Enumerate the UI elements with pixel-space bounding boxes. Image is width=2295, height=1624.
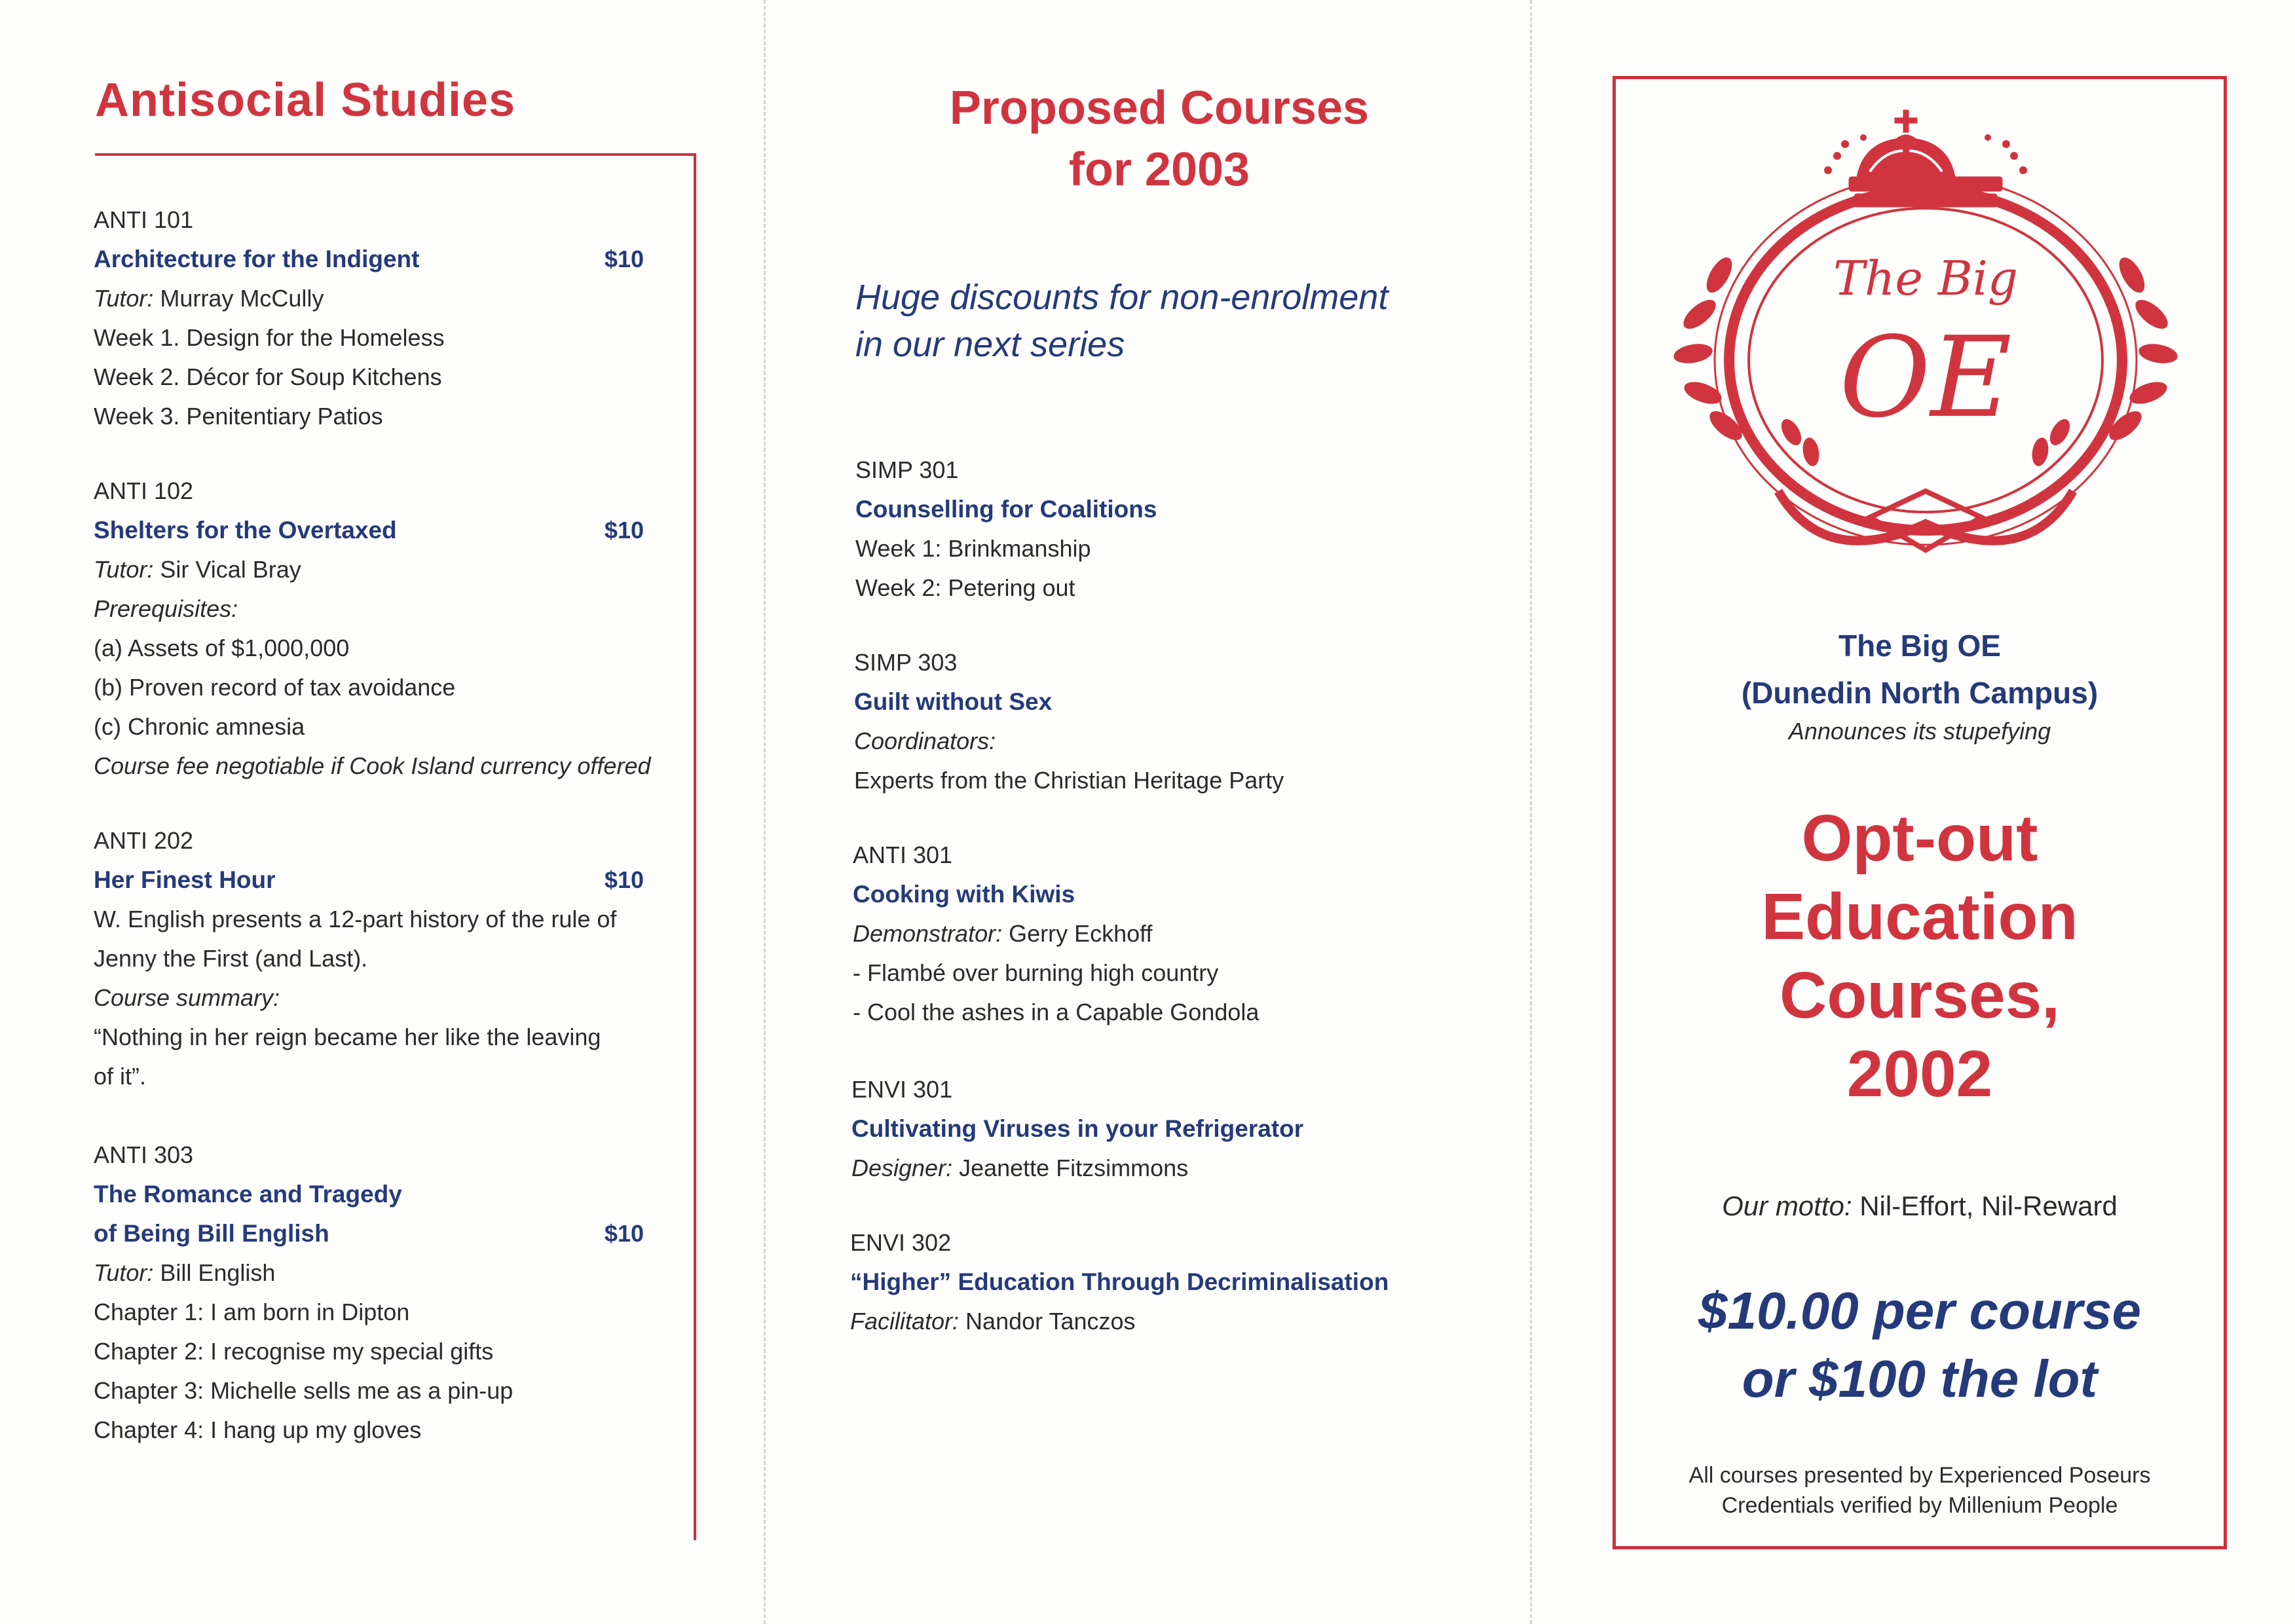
- crest-text-the-big: The Big: [1833, 251, 2018, 306]
- tutor-label: Tutor:: [94, 1259, 154, 1286]
- course-anti-303: [94, 1135, 644, 1450]
- prereq-label: Prerequisites:: [94, 595, 238, 622]
- person-name: Gerry Eckhoff: [1002, 920, 1153, 947]
- course-line: (b) Proven record of tax avoidance: [94, 674, 456, 701]
- course-price: $10: [604, 1220, 644, 1247]
- heading-line: 2002: [1846, 1037, 1993, 1111]
- course-line: Week 2: Petering out: [855, 574, 1075, 601]
- price-line: or $100 the lot: [1742, 1350, 2098, 1408]
- course-title: The Romance and Tragedy: [94, 1181, 402, 1208]
- heading-line: Education: [1761, 880, 2078, 953]
- cover-heading: [1613, 799, 2227, 1113]
- course-line: Experts from the Christian Heritage Party: [854, 767, 1284, 794]
- course-line: - Cool the ashes in a Capable Gondola: [853, 999, 1259, 1025]
- course-title: of Being Bill English: [94, 1220, 329, 1247]
- motto-label: Our motto:: [1722, 1190, 1852, 1221]
- campus-name: [1613, 622, 2227, 716]
- motto: [1613, 1190, 2227, 1222]
- price-line: $10.00 per course: [1698, 1282, 2141, 1340]
- left-panel-title: Antisocial Studies: [95, 74, 516, 126]
- course-price: $10: [604, 866, 644, 893]
- heading-line: Courses,: [1780, 959, 2060, 1032]
- course-simp-301: [855, 451, 1510, 608]
- course-anti-202: [94, 821, 644, 1096]
- course-line: Chapter 1: I am born in Dipton: [94, 1299, 410, 1325]
- person-name: Jeanette Fitzsimmons: [952, 1154, 1189, 1181]
- role-label: Demonstrator:: [853, 920, 1003, 947]
- motto-text: Nil-Effort, Nil-Reward: [1852, 1190, 2118, 1221]
- course-line: Week 1. Design for the Homeless: [94, 324, 445, 351]
- course-line: - Flambé over burning high country: [853, 959, 1219, 986]
- cover-footer: [1613, 1460, 2227, 1521]
- course-line: Jenny the First (and Last).: [94, 945, 368, 972]
- course-code: ENVI 301: [851, 1076, 953, 1103]
- course-line: Chapter 3: Michelle sells me as a pin-up: [94, 1377, 513, 1404]
- announce-text: Announces its stupefying: [1788, 718, 2051, 745]
- footer-line: All courses presented by Experienced Poseurs: [1689, 1463, 2151, 1488]
- course-title: Guilt without Sex: [854, 688, 1053, 715]
- middle-panel-title: [812, 77, 1506, 200]
- course-line: “Nothing in her reign became her like the leaving: [94, 1024, 601, 1050]
- course-envi-302: [850, 1223, 1531, 1341]
- summary-label: Course summary:: [94, 984, 280, 1011]
- tagline-line: in our next series: [855, 325, 1125, 364]
- course-envi-301: [851, 1070, 1506, 1188]
- course-title: Cooking with Kiwis: [853, 881, 1075, 908]
- course-line: W. English presents a 12-part history of the rule of: [94, 906, 617, 932]
- course-note: Course fee negotiable if Cook Island currency offered: [94, 752, 651, 779]
- course-anti-102: [94, 471, 651, 786]
- course-code: ANTI 102: [94, 477, 194, 504]
- course-title: Counselling for Coalitions: [855, 496, 1157, 523]
- course-code: SIMP 301: [855, 456, 959, 483]
- crest-logo: [1673, 98, 2178, 570]
- course-simp-303: [854, 643, 1509, 800]
- tutor-name: Sir Vical Bray: [153, 556, 301, 583]
- tutor-name: Bill English: [153, 1259, 276, 1286]
- title-line: Proposed Courses: [949, 82, 1370, 134]
- course-title: Cultivating Viruses in your Refrigerator: [851, 1115, 1304, 1142]
- course-price: $10: [604, 246, 644, 272]
- course-price: $10: [604, 517, 644, 544]
- course-code: ANTI 301: [853, 841, 953, 868]
- role-label: Facilitator:: [850, 1308, 960, 1335]
- tutor-label: Tutor:: [94, 285, 154, 312]
- fold-line-right: [1530, 0, 1532, 1624]
- crest-text-oe: OE: [1839, 313, 2012, 443]
- campus-name-line: (Dunedin North Campus): [1741, 676, 2099, 710]
- course-title: Her Finest Hour: [94, 866, 276, 893]
- course-title: “Higher” Education Through Decriminalisation: [850, 1268, 1389, 1295]
- course-line: Chapter 2: I recognise my special gifts: [94, 1338, 494, 1365]
- course-line: (a) Assets of $1,000,000: [94, 635, 350, 661]
- heading-line: Opt-out: [1801, 802, 2038, 875]
- course-code: ANTI 303: [94, 1141, 194, 1168]
- course-line: (c) Chronic amnesia: [94, 713, 305, 740]
- course-line: Week 1: Brinkmanship: [855, 535, 1091, 562]
- course-title: Shelters for the Overtaxed: [94, 517, 397, 544]
- fold-line-left: [764, 0, 766, 1624]
- course-anti-301: [853, 836, 1508, 1032]
- tutor-name: Murray McCully: [153, 285, 324, 312]
- campus-name-line: The Big OE: [1838, 629, 2001, 663]
- course-title: Architecture for the Indigent: [94, 246, 420, 272]
- course-line: Week 2. Décor for Soup Kitchens: [94, 363, 442, 390]
- course-anti-101: [94, 200, 644, 436]
- price-offer: [1613, 1277, 2227, 1413]
- tutor-label: Tutor:: [94, 556, 154, 583]
- tagline-line: Huge discounts for non-enrolment: [855, 278, 1389, 317]
- role-label: Coordinators:: [854, 728, 996, 754]
- course-line: Week 3. Penitentiary Patios: [94, 403, 383, 430]
- footer-line: Credentials verified by Millenium People: [1721, 1493, 2118, 1518]
- role-label: Designer:: [851, 1154, 953, 1181]
- course-code: ANTI 202: [94, 827, 194, 854]
- tagline: [855, 274, 1388, 368]
- title-line: for 2003: [1068, 143, 1250, 196]
- course-code: SIMP 303: [854, 649, 958, 676]
- course-code: ENVI 302: [850, 1229, 952, 1256]
- course-code: ANTI 101: [94, 206, 194, 233]
- course-line: of it”.: [94, 1063, 147, 1090]
- course-line: Chapter 4: I hang up my gloves: [94, 1416, 422, 1443]
- person-name: Nandor Tanczos: [959, 1308, 1136, 1335]
